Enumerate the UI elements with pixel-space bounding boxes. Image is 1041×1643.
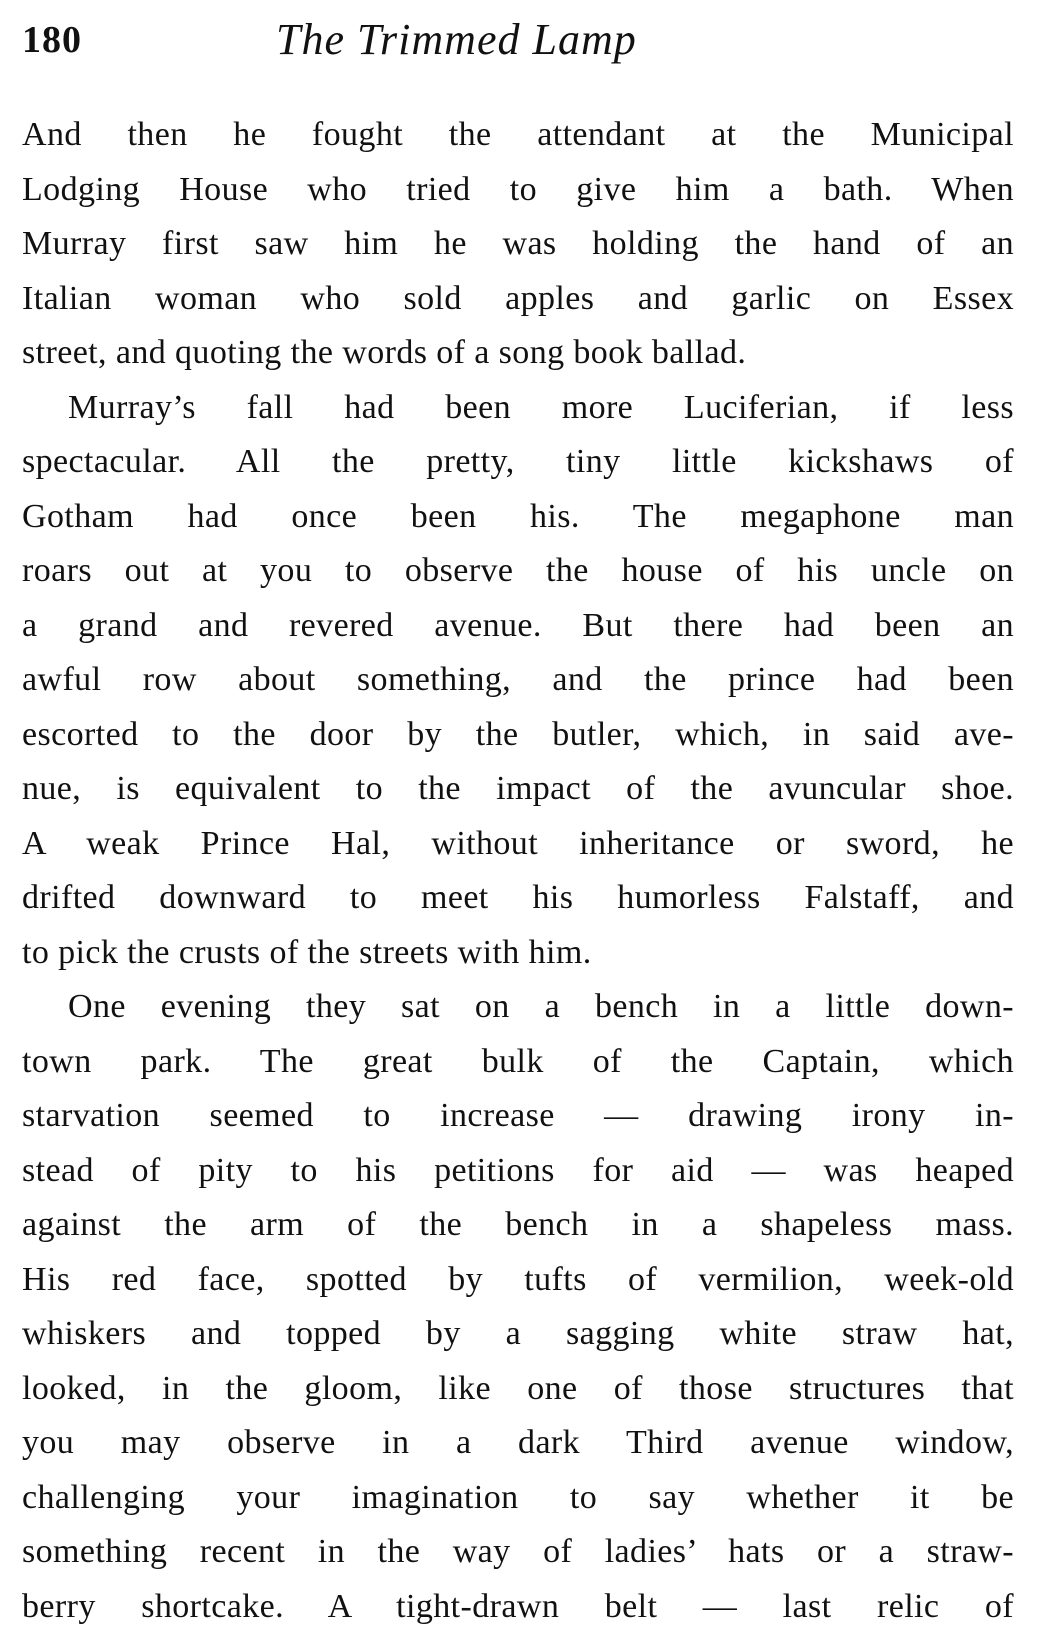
text-line: against the arm of the bench in a shapeless mass. [22,1206,1014,1243]
text-line: looked, in the gloom, like one of those structures that [22,1369,1014,1407]
text-line: you may observe in a dark Third avenue window, [22,1424,1014,1461]
text-line: starvation seemed to increase — drawing irony in- [22,1097,1014,1134]
text-line: escorted to the door by the butler, which, in said ave- [22,715,1014,753]
page-header [22,14,1014,70]
text-line: stead of pity to his petitions for aid — was heaped [22,1151,1014,1189]
text-line: town park. The great bulk of the Captain, which [22,1042,1014,1080]
text-line: a grand and revered avenue. But there had been an [22,606,1014,644]
text-line: nue, is equivalent to the impact of the avuncular shoe. [22,770,1014,807]
running-title: The Trimmed Lamp [276,15,637,64]
text-line: awful row about something, and the prince had been [22,661,1014,698]
text-line: Murray first saw him he was holding the hand of an [22,225,1014,262]
text-line: A weak Prince Hal, without inheritance or sword, he [22,824,1014,862]
text-line: something recent in the way of ladies’ hats or a straw- [22,1533,1014,1570]
text-line: challenging your imagination to say whether it be [22,1478,1014,1516]
text-line: street, and quoting the words of a song book ballad. [22,334,747,371]
text-line: His red face, spotted by tufts of vermilion, week-old [22,1260,1014,1298]
text-line: spectacular. All the pretty, tiny little kickshaws of [22,443,1014,480]
body-text [22,108,1014,1634]
text-line: roars out at you to observe the house of his uncle on [22,552,1014,589]
page-number: 180 [22,19,82,61]
text-line: Gotham had once been his. The megaphone man [22,497,1014,535]
text-line: Murray’s fall had been more Luciferian, if less [68,388,1014,426]
text-line: drifted downward to meet his humorless Falstaff, and [22,879,1014,916]
text-line: One evening they sat on a bench in a little down- [68,988,1014,1025]
text-line: berry shortcake. A tight-drawn belt — last relic of [22,1587,1014,1625]
text-line: whiskers and topped by a sagging white straw hat, [22,1315,1014,1352]
text-line: to pick the crusts of the streets with him. [22,933,592,971]
text-line: And then he fought the attendant at the Municipal [22,116,1014,153]
text-line: Italian woman who sold apples and garlic on Essex [22,279,1014,317]
text-line: Lodging House who tried to give him a bath. When [22,170,1014,208]
book-page [22,14,1014,1634]
